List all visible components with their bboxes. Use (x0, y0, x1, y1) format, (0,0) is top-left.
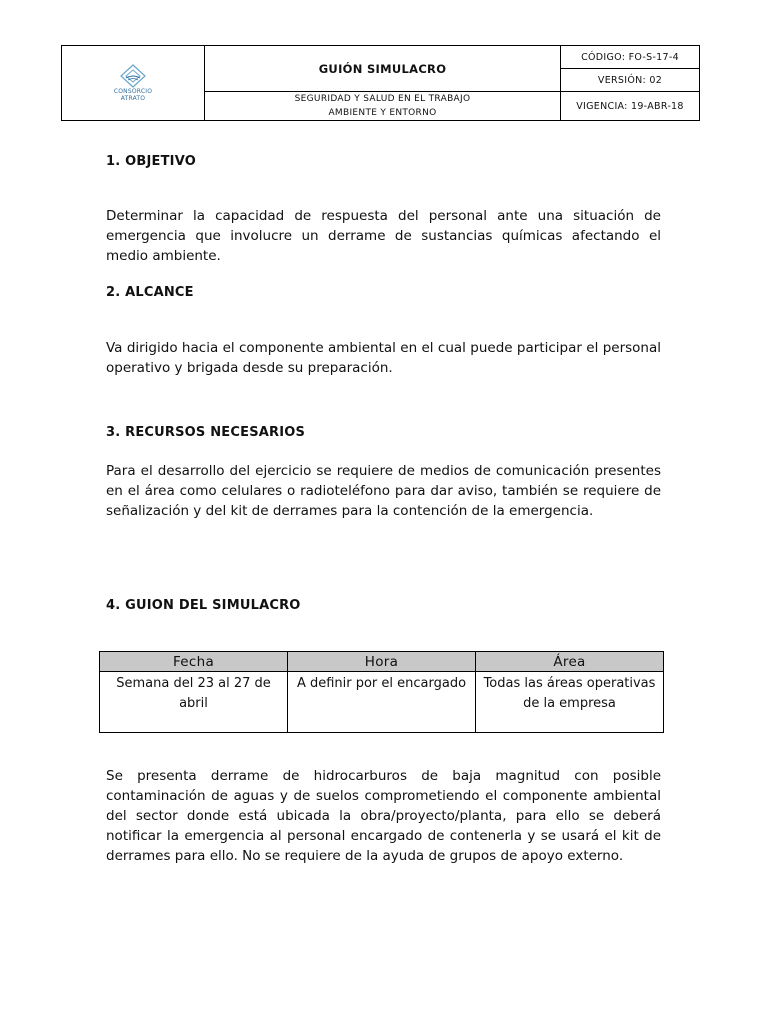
table-header-row (100, 652, 664, 672)
table-header-area: Área (476, 652, 664, 672)
heading-guion: 4. GUION DEL SIMULACRO (106, 598, 301, 613)
diamond-logo-icon (120, 64, 146, 88)
table-header-hora: Hora (288, 652, 476, 672)
objetivo-text: Determinar la capacidad de respuesta del personal ante una situación de emergencia que involucre un derrame de sustancias químicas afectando el medio ambiente. (106, 208, 661, 264)
recursos-text: Para el desarrollo del ejercicio se requiere de medios de comunicación presentes en el área como celulares o radioteléfono para dar aviso, también se requiere de señalización y del kit de derrames para la contención de la emergencia. (106, 463, 661, 519)
logo-text-line2: ATRATO (120, 95, 146, 102)
table-cell-hora: A definir por el encargado (288, 672, 476, 733)
subtitle-line2: AMBIENTE Y ENTORNO (328, 108, 437, 118)
document-title: GUIÓN SIMULACRO (205, 46, 561, 92)
table-row (100, 672, 664, 733)
table-cell-area: Todas las áreas operativas de la empresa (476, 672, 664, 733)
subtitle-line1: SEGURIDAD Y SALUD EN EL TRABAJO (294, 94, 471, 104)
logo-cell (62, 46, 205, 121)
company-logo (114, 64, 152, 102)
document-code: CÓDIGO: FO-S-17-4 (561, 46, 700, 69)
document-version: VERSIÓN: 02 (561, 69, 700, 92)
table-header-fecha: Fecha (100, 652, 288, 672)
heading-alcance: 2. ALCANCE (106, 285, 194, 300)
document-header (61, 45, 700, 121)
heading-recursos: 3. RECURSOS NECESARIOS (106, 425, 306, 440)
guion-text: Se presenta derrame de hidrocarburos de baja magnitud con posible contaminación de aguas y de suelos comprometiendo el componente ambiental del sector donde está ubicada la obra/proyecto/planta, para ello se deberá notificar la emergencia al personal encargado de contenerla y se usará el kit de derrames para ello. No se requiere de la ayuda de grupos de apoyo externo. (106, 768, 661, 864)
alcance-text: Va dirigido hacia el componente ambiental en el cual puede participar el personal operativo y brigada desde su preparación. (106, 340, 661, 376)
simulacro-table (99, 651, 664, 733)
document-subtitle (205, 92, 561, 121)
table-cell-fecha: Semana del 23 al 27 de abril (100, 672, 288, 733)
heading-objetivo: 1. OBJETIVO (106, 154, 196, 169)
document-validity: VIGENCIA: 19-ABR-18 (561, 92, 700, 121)
logo-text-line1: CONSORCIO (113, 88, 153, 95)
